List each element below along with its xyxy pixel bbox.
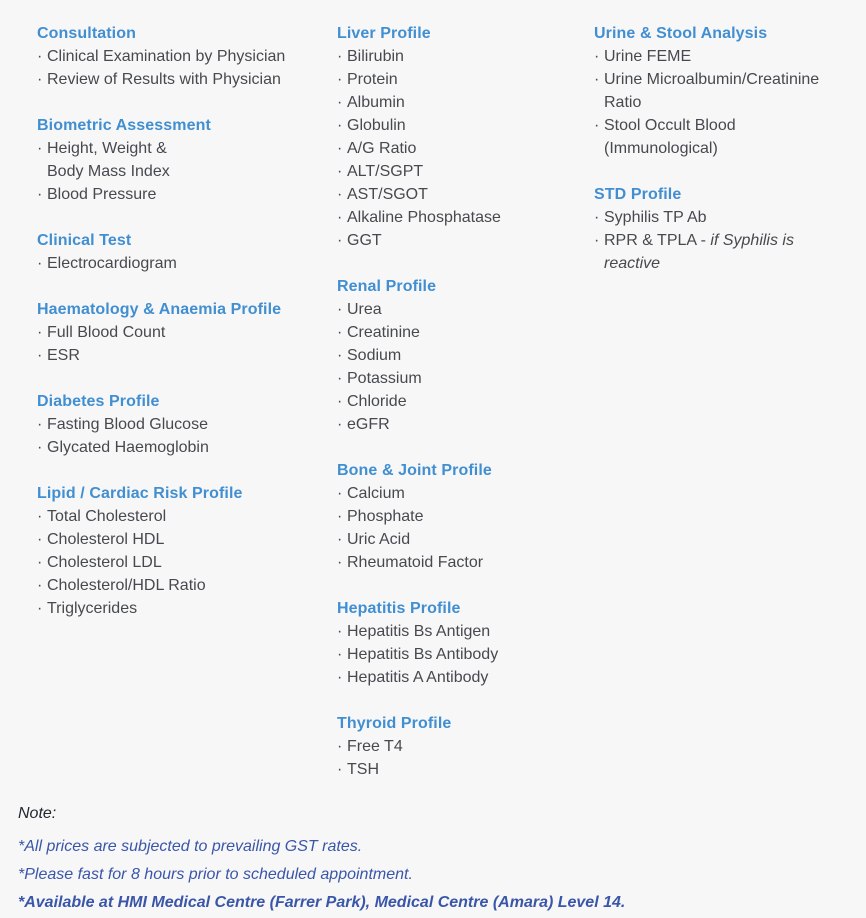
item-text: Full Blood Count: [47, 324, 166, 341]
note-line-gst: *All prices are subjected to prevailing GST rates.: [18, 838, 363, 855]
list-item: [337, 551, 594, 574]
bullet-icon: ·: [337, 347, 343, 364]
item-text: GGT: [347, 232, 382, 249]
list-item: [337, 183, 594, 206]
item-text: Phosphate: [347, 508, 424, 525]
section-title: Urine & Stool Analysis: [594, 25, 768, 42]
list-item: [337, 528, 594, 551]
section-renal-profile: [337, 275, 594, 436]
section-hepatitis-profile: [337, 597, 594, 689]
list-item: [37, 344, 337, 367]
column-3: [594, 22, 854, 804]
item-text: Glycated Haemoglobin: [47, 439, 209, 456]
section-clinical-test: [37, 229, 337, 275]
list-item: [37, 436, 337, 459]
item-text: Review of Results with Physician: [47, 71, 281, 88]
list-item: [337, 505, 594, 528]
list-item: [337, 206, 594, 229]
bullet-icon: ·: [594, 48, 600, 65]
list-item: [337, 229, 594, 252]
bullet-icon: ·: [337, 71, 343, 88]
list-item: [594, 206, 854, 229]
item-text-regular: RPR & TPLA -: [604, 232, 711, 249]
item-text: A/G Ratio: [347, 140, 417, 157]
list-item: [337, 114, 594, 137]
list-item: [37, 137, 337, 183]
bullet-icon: ·: [337, 761, 343, 778]
list-item: [37, 252, 337, 275]
note-title: Note:: [18, 805, 57, 822]
list-item: [337, 91, 594, 114]
section-consultation: [37, 22, 337, 91]
item-text: Cholesterol LDL: [47, 554, 162, 571]
section-bone-joint-profile: [337, 459, 594, 574]
section-title: Hepatitis Profile: [337, 600, 461, 617]
item-text: [604, 68, 854, 114]
bullet-icon: ·: [337, 393, 343, 410]
list-item: [37, 505, 337, 528]
section-title: Lipid / Cardiac Risk Profile: [37, 485, 243, 502]
bullet-icon: ·: [337, 232, 343, 249]
bullet-icon: ·: [37, 439, 43, 456]
bullet-icon: ·: [37, 531, 43, 548]
bullet-icon: ·: [337, 140, 343, 157]
bullet-icon: ·: [37, 140, 43, 157]
section-thyroid-profile: [337, 712, 594, 781]
section-liver-profile: [337, 22, 594, 252]
list-item: [37, 321, 337, 344]
item-text: ESR: [47, 347, 80, 364]
section-title: Renal Profile: [337, 278, 437, 295]
list-item: [594, 45, 854, 68]
bullet-icon: ·: [337, 623, 343, 640]
column-2: [337, 22, 594, 804]
bullet-icon: ·: [337, 94, 343, 111]
list-item: [337, 137, 594, 160]
list-item: [337, 321, 594, 344]
item-text: Alkaline Phosphatase: [347, 209, 501, 226]
bullet-icon: ·: [337, 554, 343, 571]
footer-notes: [0, 800, 866, 917]
bullet-icon: ·: [337, 646, 343, 663]
item-text: Clinical Examination by Physician: [47, 48, 286, 65]
item-text-italic: if Syphilis is reactive: [604, 232, 794, 272]
bullet-icon: ·: [37, 347, 43, 364]
section-title: STD Profile: [594, 186, 682, 203]
list-item: [337, 666, 594, 689]
item-text: Sodium: [347, 347, 402, 364]
list-item: [337, 68, 594, 91]
item-text: Cholesterol/HDL Ratio: [47, 577, 206, 594]
item-text-line2: Body Mass Index: [47, 163, 170, 180]
list-item: [37, 528, 337, 551]
list-item: [594, 68, 854, 114]
bullet-icon: ·: [337, 485, 343, 502]
list-item: [37, 551, 337, 574]
section-std-profile: [594, 183, 854, 275]
list-item: [337, 344, 594, 367]
section-title: Biometric Assessment: [37, 117, 211, 134]
bullet-icon: ·: [37, 600, 43, 617]
bullet-icon: ·: [337, 48, 343, 65]
item-text: Protein: [347, 71, 398, 88]
item-text: Total Cholesterol: [47, 508, 167, 525]
section-biometric-assessment: [37, 114, 337, 206]
item-text: Albumin: [347, 94, 405, 111]
list-item: [337, 160, 594, 183]
item-text: Calcium: [347, 485, 405, 502]
bullet-icon: ·: [337, 186, 343, 203]
item-text: Fasting Blood Glucose: [47, 416, 208, 433]
item-text: Potassium: [347, 370, 422, 387]
item-text: Rheumatoid Factor: [347, 554, 484, 571]
bullet-icon: ·: [594, 209, 600, 226]
section-title: Haematology & Anaemia Profile: [37, 301, 282, 318]
bullet-icon: ·: [37, 577, 43, 594]
item-text: Uric Acid: [347, 531, 411, 548]
item-text: [604, 114, 854, 160]
item-text: TSH: [347, 761, 379, 778]
bullet-icon: ·: [37, 186, 43, 203]
item-text: Hepatitis Bs Antibody: [347, 646, 499, 663]
item-text-line1: Urine Microalbumin/Creatinine: [604, 71, 820, 88]
bullet-icon: ·: [337, 163, 343, 180]
section-title: Thyroid Profile: [337, 715, 452, 732]
note-line-availability: *Available at HMI Medical Centre (Farrer Park), Medical Centre (Amara) Level 14.: [18, 894, 626, 911]
item-text: Bilirubin: [347, 48, 404, 65]
section-title: Consultation: [37, 25, 136, 42]
bullet-icon: ·: [37, 554, 43, 571]
bullet-icon: ·: [37, 324, 43, 341]
bullet-icon: ·: [37, 416, 43, 433]
item-text-line1: Height, Weight &: [47, 140, 167, 157]
item-text: Creatinine: [347, 324, 420, 341]
column-1: [37, 22, 337, 804]
list-item: [337, 390, 594, 413]
item-text-line2: (Immunological): [604, 140, 718, 157]
list-item: [337, 413, 594, 436]
list-item: [337, 298, 594, 321]
item-text: Chloride: [347, 393, 407, 410]
item-text: Hepatitis A Antibody: [347, 669, 489, 686]
section-title: Diabetes Profile: [37, 393, 160, 410]
list-item: [337, 643, 594, 666]
item-text: Blood Pressure: [47, 186, 157, 203]
item-text: Triglycerides: [47, 600, 138, 617]
section-title: Bone & Joint Profile: [337, 462, 492, 479]
list-item: [594, 229, 854, 275]
item-text-line1: Stool Occult Blood: [604, 117, 736, 134]
item-text: Free T4: [347, 738, 403, 755]
list-item: [594, 114, 854, 160]
bullet-icon: ·: [337, 301, 343, 318]
bullet-icon: ·: [337, 209, 343, 226]
item-text: [604, 229, 854, 275]
item-text: ALT/SGPT: [347, 163, 424, 180]
list-item: [37, 68, 337, 91]
section-diabetes-profile: [37, 390, 337, 459]
list-item: [337, 758, 594, 781]
bullet-icon: ·: [337, 738, 343, 755]
item-text: Syphilis TP Ab: [604, 209, 707, 226]
bullet-icon: ·: [594, 117, 600, 134]
item-text: Urine FEME: [604, 48, 692, 65]
item-text: eGFR: [347, 416, 390, 433]
bullet-icon: ·: [337, 117, 343, 134]
list-item: [337, 45, 594, 68]
section-lipid-cardiac-risk-profile: [37, 482, 337, 620]
section-title: Clinical Test: [37, 232, 132, 249]
bullet-icon: ·: [37, 255, 43, 272]
list-item: [337, 482, 594, 505]
item-text: Hepatitis Bs Antigen: [347, 623, 491, 640]
bullet-icon: ·: [594, 71, 600, 88]
item-text: Cholesterol HDL: [47, 531, 165, 548]
item-text-line2: Ratio: [604, 94, 642, 111]
bullet-icon: ·: [337, 508, 343, 525]
list-item: [337, 735, 594, 758]
bullet-icon: ·: [337, 669, 343, 686]
list-item: [37, 183, 337, 206]
item-text: Globulin: [347, 117, 406, 134]
bullet-icon: ·: [337, 370, 343, 387]
note-line-fasting: *Please fast for 8 hours prior to scheduled appointment.: [18, 866, 413, 883]
bullet-icon: ·: [37, 48, 43, 65]
item-text: Urea: [347, 301, 382, 318]
section-haematology-anaemia-profile: [37, 298, 337, 367]
item-text: AST/SGOT: [347, 186, 428, 203]
bullet-icon: ·: [594, 232, 600, 249]
item-text: [47, 137, 337, 183]
list-item: [37, 574, 337, 597]
list-item: [337, 620, 594, 643]
bullet-icon: ·: [37, 508, 43, 525]
item-text: Electrocardiogram: [47, 255, 177, 272]
section-urine-stool-analysis: [594, 22, 854, 160]
list-item: [37, 45, 337, 68]
list-item: [337, 367, 594, 390]
bullet-icon: ·: [37, 71, 43, 88]
list-item: [37, 413, 337, 436]
bullet-icon: ·: [337, 324, 343, 341]
list-item: [37, 597, 337, 620]
bullet-icon: ·: [337, 416, 343, 433]
bullet-icon: ·: [337, 531, 343, 548]
section-title: Liver Profile: [337, 25, 431, 42]
